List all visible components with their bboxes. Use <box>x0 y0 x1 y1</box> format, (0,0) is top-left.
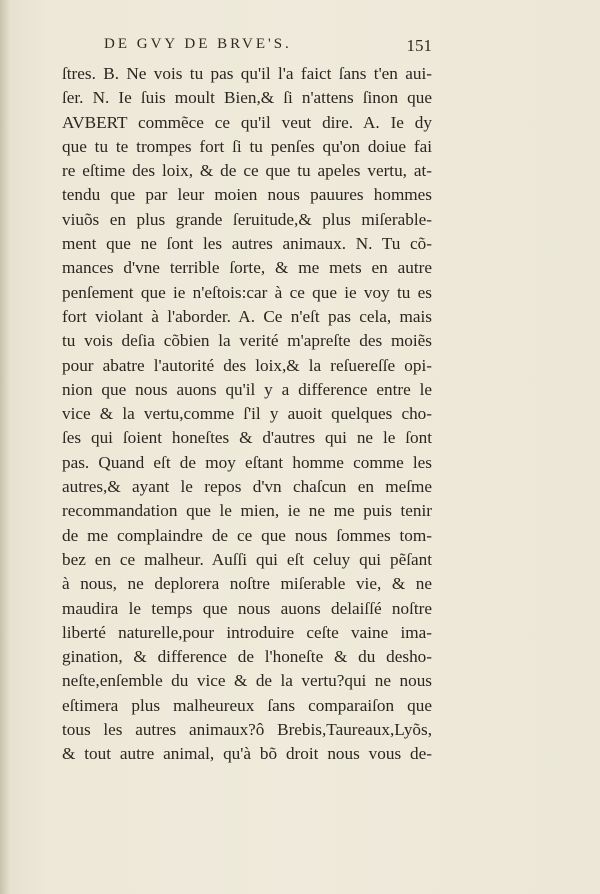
text-line: autres,& ayant le repos d'vn chaſcun en meſme <box>62 477 432 497</box>
text-line: ſer. N. Ie ſuis moult Bien,& ſi n'attens ſinon que <box>62 88 432 108</box>
text-line: à nous, ne deplorera noſtre miſerable vie, & ne <box>62 574 432 594</box>
text-line: fort violant à l'aborder. A. Ce n'eſt pas cela, mais <box>62 306 432 326</box>
text-line: vice & la vertu,comme ſ'il y auoit quelques cho- <box>62 404 432 424</box>
text-line: liberté naturelle,pour introduire ceſte vaine ima- <box>62 622 432 642</box>
page-number: 151 <box>406 36 432 55</box>
text-line: penſement que ie n'eſtois:car à ce que ie voy tu es <box>62 282 432 302</box>
text-line: gination, & difference de l'honeſte & du desho- <box>62 647 432 667</box>
text-line: tous les autres animaux?ô Brebis,Taureaux,Lyõs, <box>62 720 432 740</box>
text-line: AVBERT commẽce ce qu'il veut dire. A. Ie dy <box>62 112 432 132</box>
page-header <box>62 36 432 60</box>
text-line: eſtimera plus malheureux ſans comparaiſon que <box>62 695 432 715</box>
text-line: bez en ce malheur. Auſſi qui eſt celuy qui pẽſant <box>62 549 432 569</box>
text-line: de me complaindre de ce que nous ſommes tom- <box>62 525 432 545</box>
text-line: pas. Quand eſt de moy eſtant homme comme les <box>62 452 432 472</box>
text-line: que tu te trompes fort ſi tu penſes qu'on doiue fai <box>62 136 432 156</box>
body-text <box>62 62 432 767</box>
text-line: re eſtime des loix, & de ce que tu apeles vertu, at- <box>62 161 432 181</box>
text-line: tendu que par leur moien nous pauures hommes <box>62 185 432 205</box>
text-line: viuõs en plus grande ſeruitude,& plus miſerable- <box>62 209 432 229</box>
text-line: ſes qui ſoient honeſtes & d'autres qui ne le ſont <box>62 428 432 448</box>
text-line: neſte,enſemble du vice & de la vertu?qui ne nous <box>62 671 432 691</box>
running-head: DE GVY DE BRVE'S. <box>104 36 292 52</box>
text-line: recommandation que le mien, ie ne me puis tenir <box>62 501 432 521</box>
text-line: maudira le temps que nous auons delaiſſé noſtre <box>62 598 432 618</box>
text-line: & tout autre animal, qu'à bõ droit nous vous de- <box>62 744 432 764</box>
text-line: pour abatre l'autorité des loix,& la reſuereſſe opi- <box>62 355 432 375</box>
text-line: mances d'vne terrible ſorte, & me mets en autre <box>62 258 432 278</box>
text-line: nion que nous auons qu'il y a difference entre le <box>62 379 432 399</box>
text-line: ſtres. B. Ne vois tu pas qu'il l'a faict ſans t'en aui- <box>62 64 432 83</box>
gutter-shadow <box>0 0 10 894</box>
text-line: ment que ne ſont les autres animaux. N. Tu cõ- <box>62 234 432 254</box>
text-line: tu vois deſia cõbien la verité m'apreſte des moiẽs <box>62 331 432 351</box>
